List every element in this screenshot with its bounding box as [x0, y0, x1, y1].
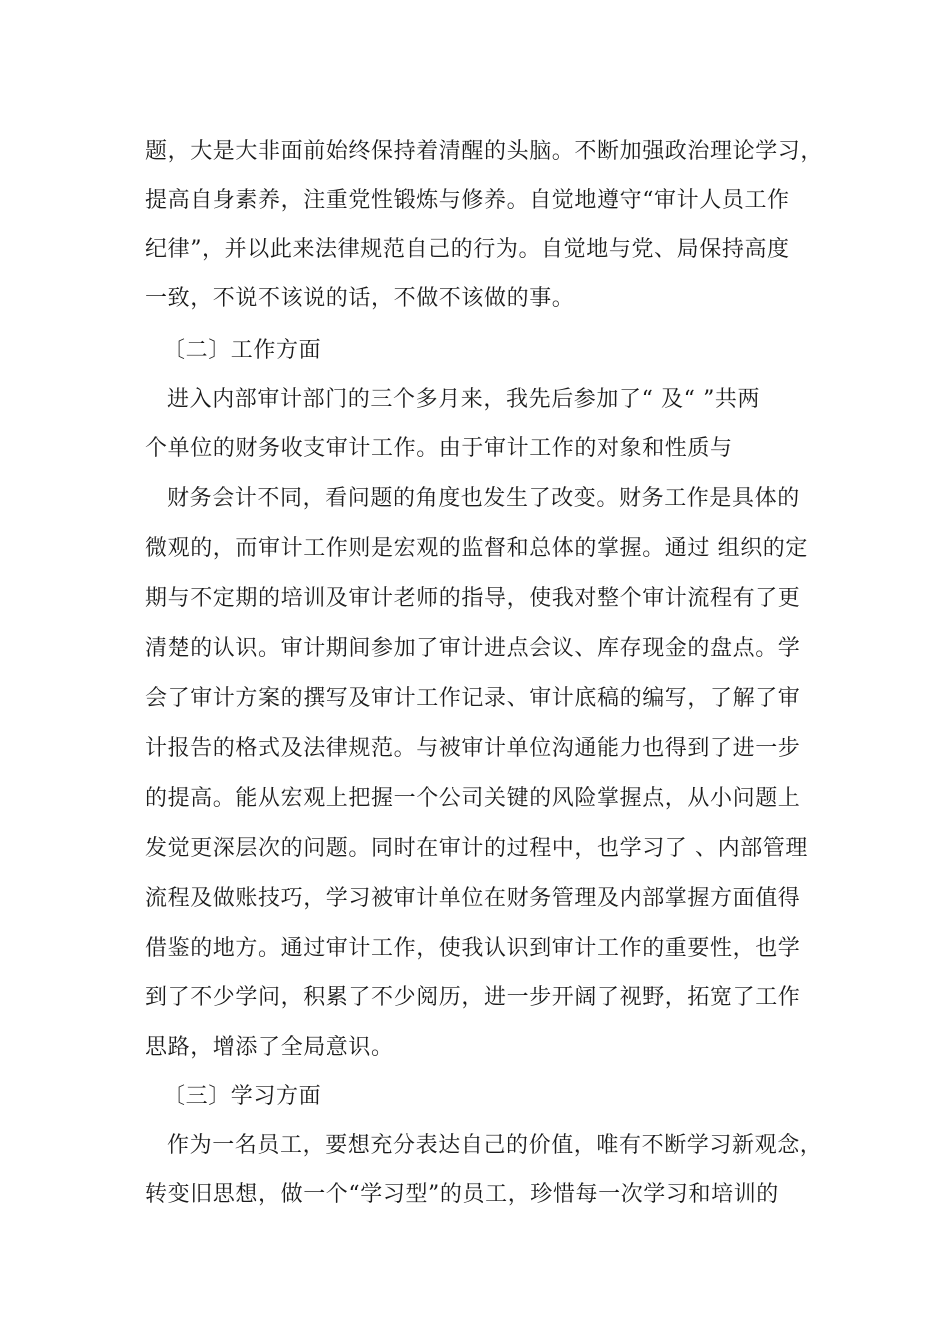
section-heading-work: 〔二〕工作方面 — [163, 338, 322, 363]
text-line: 微观的，而审计工作则是宏观的监督和总体的掌握。通过 组织的定 — [145, 536, 808, 561]
section-heading-study: 〔三〕学习方面 — [163, 1084, 322, 1109]
text-line: 作为一名员工，要想充分表达自己的价值，唯有不断学习新观念， — [167, 1133, 823, 1158]
text-line: 一致，不说不该说的话，不做不该做的事。 — [145, 286, 575, 311]
text-line: 计报告的格式及法律规范。与被审计单位沟通能力也得到了进一步 — [145, 736, 801, 761]
text-line: 财务会计不同，看问题的角度也发生了改变。财务工作是具体的 — [167, 486, 800, 511]
text-line: 流程及做账技巧，学习被审计单位在财务管理及内部掌握方面值得 — [145, 886, 801, 911]
text-line: 转变旧思想，做一个“学习型”的员工，珍惜每一次学习和培训的 — [145, 1182, 779, 1207]
text-line: 提高自身素养，注重党性锻炼与修养。自觉地遵守“审计人员工作 — [145, 188, 790, 213]
text-line: 的提高。能从宏观上把握一个公司关键的风险掌握点，从小问题上 — [145, 786, 801, 811]
text-line: 清楚的认识。审计期间参加了审计进点会议、库存现金的盘点。学 — [145, 636, 801, 661]
text-line: 借鉴的地方。通过审计工作，使我认识到审计工作的重要性，也学 — [145, 936, 801, 961]
text-line: 进入内部审计部门的三个多月来，我先后参加了“ 及“ ”共两 — [167, 387, 761, 412]
text-line: 发觉更深层次的问题。同时在审计的过程中，也学习了 、内部管理 — [145, 836, 808, 861]
text-line: 到了不少学问，积累了不少阅历，进一步开阔了视野，拓宽了工作 — [145, 985, 801, 1010]
text-line: 会了审计方案的撰写及审计工作记录、审计底稿的编写，了解了审 — [145, 686, 801, 711]
text-line: 个单位的财务收支审计工作。由于审计工作的对象和性质与 — [145, 436, 733, 461]
text-line: 思路，增添了全局意识。 — [145, 1035, 394, 1060]
text-line: 题，大是大非面前始终保持着清醒的头脑。不断加强政治理论学习， — [145, 139, 824, 164]
text-line: 纪律”，并以此来法律规范自己的行为。自觉地与党、局保持高度 — [145, 237, 790, 262]
text-line: 期与不定期的培训及审计老师的指导，使我对整个审计流程有了更 — [145, 586, 801, 611]
